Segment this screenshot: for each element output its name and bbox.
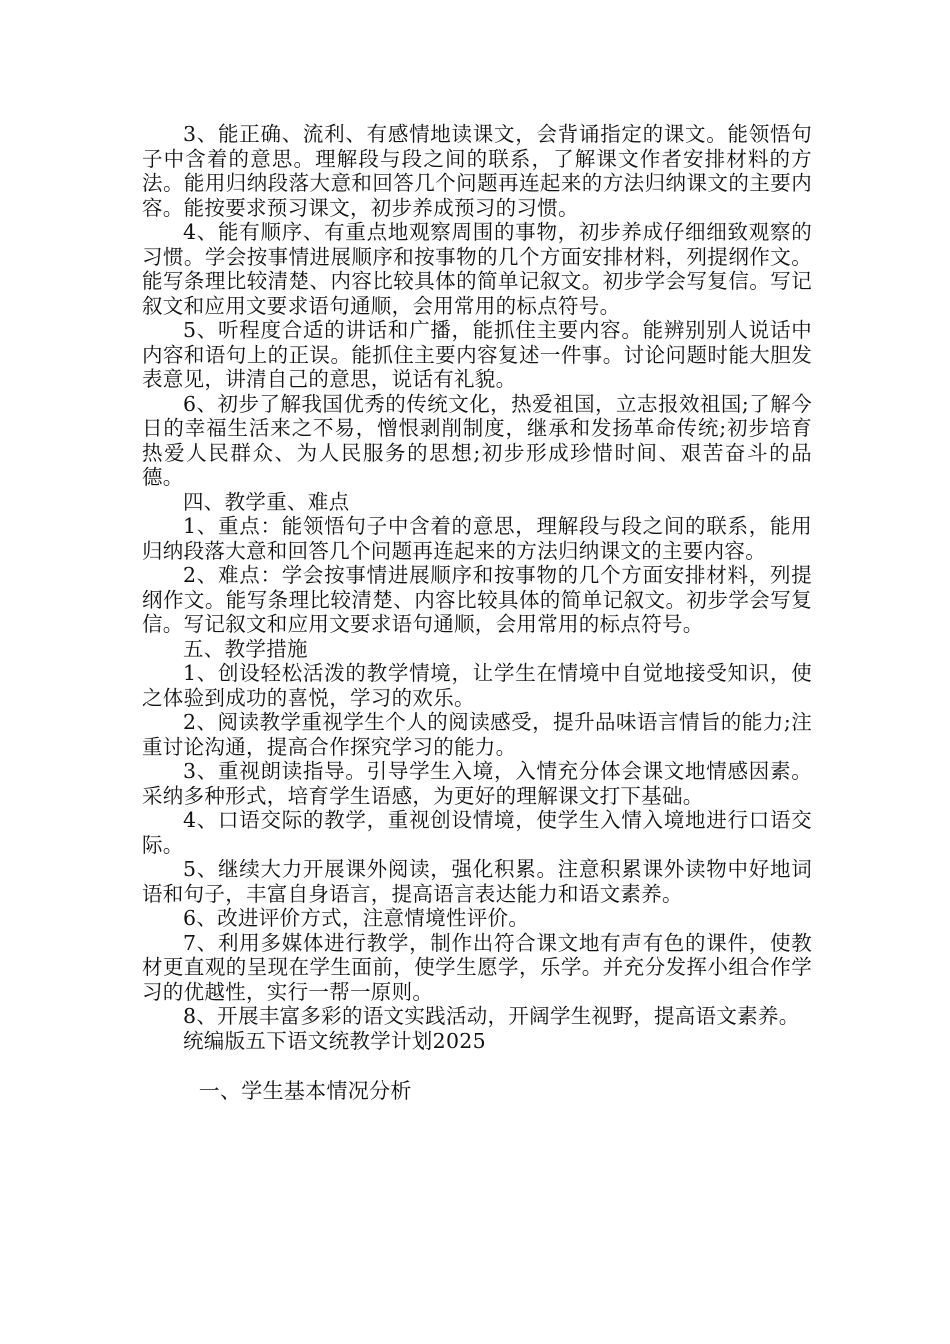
paragraph-measure-1: 1、创设轻松活泼的教学情境，让学生在情境中自觉地接受知识，使之体验到成功的喜悦，学习的欢乐。	[142, 661, 812, 710]
paragraph-measure-7: 7、利用多媒体进行教学，制作出符合课文地有声有色的课件，使教材更直观的呈现在学生面前，使学生愿学，乐学。并充分发挥小组合作学习的优越性，实行一帮一原则。	[142, 930, 812, 1004]
paragraph-measure-5: 5、继续大力开展课外阅读，强化积累。注意积累课外读物中好地词语和句子，丰富自身语言，提高语言表达能力和语文素养。	[142, 857, 812, 906]
paragraph-measure-6: 6、改进评价方式，注意情境性评价。	[183, 906, 530, 930]
paragraph-measure-8: 8、开展丰富多彩的语文实践活动，开阔学生视野，提高语文素养。	[183, 1004, 800, 1028]
paragraph-measure-2: 2、阅读教学重视学生个人的阅读感受，提升品味语言情旨的能力;注重讨论沟通，提高合作探究学习的能力。	[142, 710, 812, 759]
paragraph-measure-4: 4、口语交际的教学，重视创设情境，使学生入情入境地进行口语交际。	[142, 808, 812, 857]
paragraph-difficult-point: 2、难点：学会按事情进展顺序和按事物的几个方面安排材料，列提纲作文。能写条理比较清楚、内容比较具体的简单记叙文。初步学会写复信。写记叙文和应用文要求语句通顺，会用常用的标点符号。	[142, 563, 812, 636]
paragraph-observation-goals: 4、能有顺序、有重点地观察周围的事物，初步养成仔细细致观察的习惯。学会按事情进展顺序和按事物的几个方面安排材料，列提纲作文。能写条理比较清楚、内容比较具体的简单记叙文。初步学会写复信。写记叙文和应用文要求语句通顺，会用常用的标点符号。	[142, 220, 812, 318]
plan-title: 统编版五下语文统教学计划2025	[183, 1028, 486, 1053]
paragraph-key-point: 1、重点：能领悟句子中含着的意思，理解段与段之间的联系，能用归纳段落大意和回答几个问题再连起来的方法归纳课文的主要内容。	[142, 514, 812, 563]
paragraph-listening-goals: 5、听程度合适的讲话和广播，能抓住主要内容。能辨别别人说话中内容和语句上的正误。能抓住主要内容复述一件事。讨论问题时能大胆发表意见，讲清自己的意思，说话有礼貌。	[142, 318, 812, 391]
heading-teaching-measures: 五、教学措施	[183, 636, 308, 661]
section-heading-student-analysis: 一、学生基本情况分析	[198, 1078, 412, 1103]
paragraph-reading-goals: 3、能正确、流利、有感情地读课文，会背诵指定的课文。能领悟句子中含着的意思。理解段与段之间的联系，了解课文作者安排材料的方法。能用归纳段落大意和回答几个问题再连起来的方法归纳课文的主要内容。能按要求预习课文，初步养成预习的习惯。	[142, 122, 812, 220]
heading-key-points: 四、教学重、难点	[183, 489, 350, 514]
blank-line	[142, 1053, 812, 1078]
paragraph-measure-3: 3、重视朗读指导。引导学生入境，入情充分体会课文地情感因素。采纳多种形式，培育学生语感，为更好的理解课文打下基础。	[142, 759, 812, 808]
paragraph-culture-goals: 6、初步了解我国优秀的传统文化，热爱祖国，立志报效祖国;了解今日的幸福生活来之不易，憎恨剥削制度，继承和发扬革命传统;初步培育热爱人民群众、为人民服务的思想;初步形成珍惜时间、艰苦奋斗的品德。	[142, 391, 812, 489]
document-page	[142, 122, 812, 1104]
